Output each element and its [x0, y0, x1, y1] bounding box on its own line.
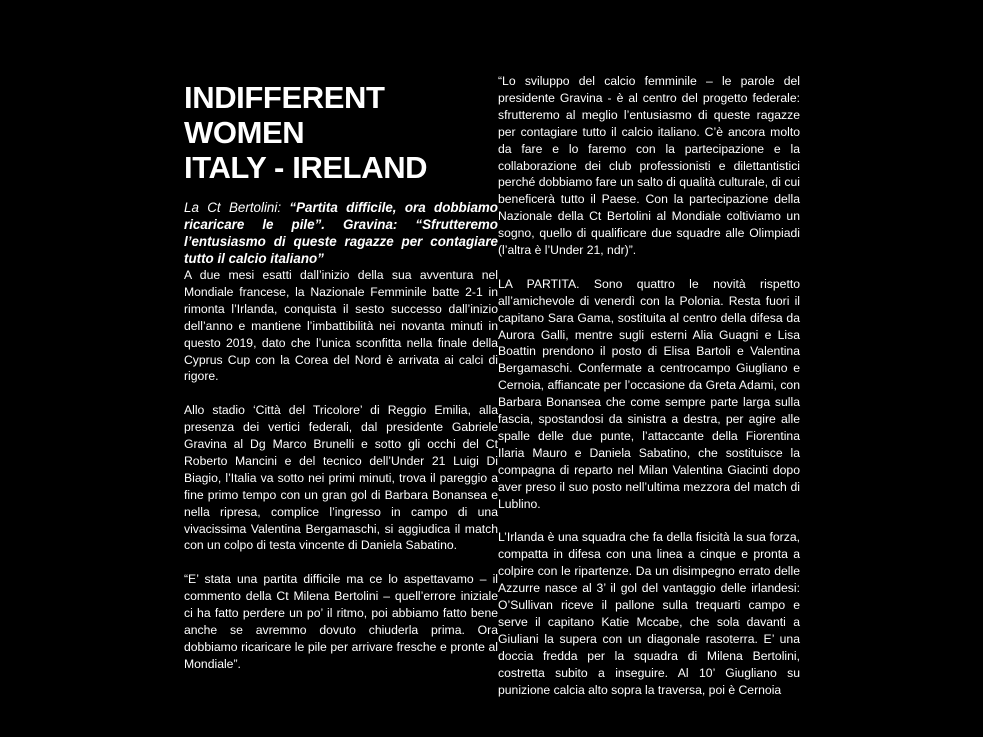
body-paragraph: A due mesi esatti dall’inizio della sua avventura nel Mondiale francese, la Nazionale Femminile batte 2-1 in rimonta l’Irlanda, conquista il sesto successo dall’inizio dell’anno e mantiene l’imbattibilità nei novanta minuti in questo 2019, dato che l’unica sconfitta nella finale della Cyprus Cup con la Corea del Nord è arrivata ai calci di rigore.	[184, 268, 498, 384]
paragraph-spacer	[184, 385, 498, 402]
body-paragraph: “Lo sviluppo del calcio femminile – le parole del presidente Gravina - è al centro del progetto federale: sfrutteremo al meglio l’entusiasmo di queste ragazze per contagiare tutto il calcio italiano. C’è ancora molto da fare e lo faremo con la partecipazione e la collaborazione dei club professionisti e dilettantistici perché dobbiamo fare un salto di qualità culturale, di cui beneficerà tutto il Paese. Con la partecipazione della Nazionale della Ct Bertolini al Mondiale coltiviamo un sogno, quello di qualificare due squadre alle Olimpiadi (l’altra è l’Under 21, ndr)”.	[498, 74, 800, 258]
paragraph-spacer	[184, 554, 498, 571]
title-line: WOMEN	[184, 115, 305, 150]
body-paragraph: LA PARTITA. Sono quattro le novità rispetto all’amichevole di venerdì con la Polonia. Resta fuori il capitano Sara Gama, sostituita al centro della difesa da Aurora Galli, mentre sugli esterni Alia Guagni e Lisa Boattin prendono il posto di Elisa Bartoli e Valentina Bergamaschi. Confermate a centrocampo Giugliano e Cernoia, affiancate per l’occasione da Greta Adami, con Barbara Bonansea che come sempre parte larga sulla fascia, spostandosi da sinistra a destra, per agire alle spalle delle due punte, l’attaccante della Fiorentina Ilaria Mauro e Daniela Sabatino, che sostituisce la compagna di reparto nel Milan Valentina Giacinti dopo aver preso il suo posto nell’ultima mezzora del match di Lublino.	[498, 276, 800, 511]
body-paragraph: Allo stadio ‘Città del Tricolore’ di Reggio Emilia, alla presenza dei vertici federali, dal presidente Gabriele Gravina al Dg Marco Brunelli e sotto gli occhi del Ct Roberto Mancini e del tecnico dell’Under 21 Luigi Di Biagio, l’Italia va sotto nei primi minuti, trova il pareggio a fine primo tempo con un gran gol di Barbara Bonansea e nella ripresa, complice l’ingresso in campo di una vivacissima Valentina Bergamaschi, si aggiudica il match con un colpo di testa vincente di Daniela Sabatino.	[184, 403, 498, 553]
left-column	[184, 80, 498, 673]
subtitle-lead-in: La Ct Bertolini:	[184, 200, 290, 215]
title-line: INDIFFERENT	[184, 80, 385, 115]
paragraph-spacer	[498, 259, 800, 276]
article-subtitle	[184, 199, 498, 267]
title-line: ITALY - IRELAND	[184, 150, 428, 185]
paragraph-spacer	[498, 513, 800, 530]
article-title	[184, 80, 498, 185]
body-paragraph: “E’ stata una partita difficile ma ce lo aspettavamo – il commento della Ct Milena Bertolini – quell’errore iniziale ci ha fatto perdere un po’ il ritmo, poi abbiamo fatto bene anche se avremmo dovuto chiuderla prima. Ora dobbiamo ricaricare le pile per arrivare fresche e pronte al Mondiale”.	[184, 572, 498, 671]
right-column	[498, 73, 800, 699]
subtitle-quote: “Partita difficile, ora dobbiamo ricaricare le pile”. Gravina: “Sfrutteremo l’entusiasmo di queste ragazze per contagiare tutto il calcio italiano”	[184, 200, 498, 266]
body-paragraph: L’Irlanda è una squadra che fa della fisicità la sua forza, compatta in difesa con una linea a cinque e pronta a colpire con le ripartenze. Da un disimpegno errato delle Azzurre nasce al 3’ il gol del vantaggio delle irlandesi: O’Sullivan riceve il pallone sulla trequarti campo e serve il capitano Katie Mccabe, che sola davanti a Giuliani la supera con un diagonale rasoterra. E’ una doccia fredda per la squadra di Milena Bertolini, costretta subito a inseguire. Al 10’ Giugliano su punizione calcia alto sopra la traversa, poi è Cernoia	[498, 530, 800, 697]
